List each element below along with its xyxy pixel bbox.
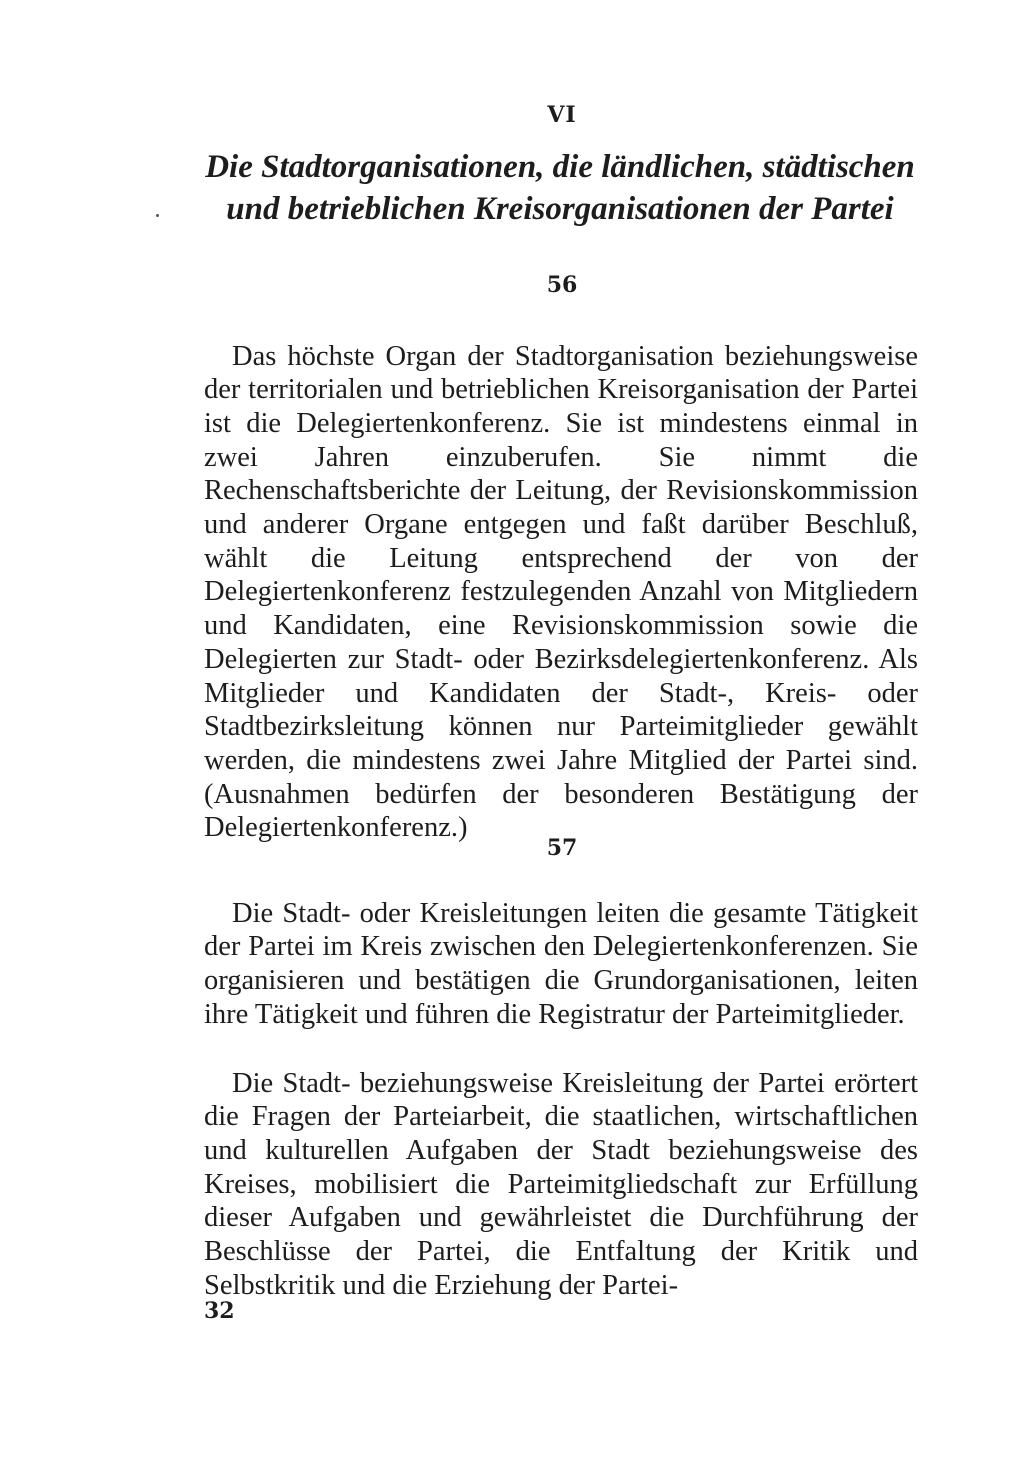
page-number: 32 bbox=[204, 1298, 235, 1324]
print-speck bbox=[156, 214, 159, 217]
section-number-56: 56 bbox=[546, 272, 578, 298]
section-number-57: 57 bbox=[546, 835, 578, 861]
section-57-paragraph-2: Die Stadt- beziehungsweise Kreisleitung der Partei erörtert die Fragen der Parteiarbeit, die staatlichen, wirtschaftlichen und kulturellen Aufgaben der Stadt beziehungsweise des Kreises, mobilisiert die Parteimitgliedschaft zur Erfüllung dieser Aufgaben und gewährleistet die Durchführung der Beschlüsse der Partei, die Entfaltung der Kritik und Selbstkritik und die Erziehung der Partei- bbox=[204, 1067, 918, 1301]
section-56-paragraph: Das höchste Organ der Stadtorganisation beziehungsweise der territorialen und betrieblichen Kreisorganisation der Partei ist die Delegiertenkonferenz. Sie ist mindestens einmal in zwei Jahren einzuberufen. Sie nimmt die Rechenschaftsberichte der Leitung, der Revisionskommission und anderer Organe entgegen und faßt darüber Beschluß, wählt die Leitung entsprechend der von der Delegiertenkonferenz festzulegenden Anzahl von Mitgliedern und Kandidaten, eine Revisionskommission sowie die Delegierten zur Stadt- oder Bezirksdelegiertenkonferenz. Als Mitglieder und Kandidaten der Stadt-, Kreis- oder Stadtbezirksleitung können nur Parteimitglieder gewählt werden, die mindestens zwei Jahre Mitglied der Partei sind. (Ausnahmen bedürfen der besonderen Bestätigung der Delegiertenkonferenz.) bbox=[204, 340, 918, 844]
chapter-number: VI bbox=[547, 102, 577, 128]
chapter-title: Die Stadtorganisationen, die ländlichen, städtischen und betrieblichen Kreisorganisationen der Partei bbox=[205, 149, 915, 227]
section-57-paragraph-1: Die Stadt- oder Kreisleitungen leiten die gesamte Tätigkeit der Partei im Kreis zwischen den Delegiertenkonferenzen. Sie organisieren und bestätigen die Grundorganisationen, leiten ihre Tätigkeit und führen die Registratur der Parteimitglieder. bbox=[204, 897, 918, 1030]
